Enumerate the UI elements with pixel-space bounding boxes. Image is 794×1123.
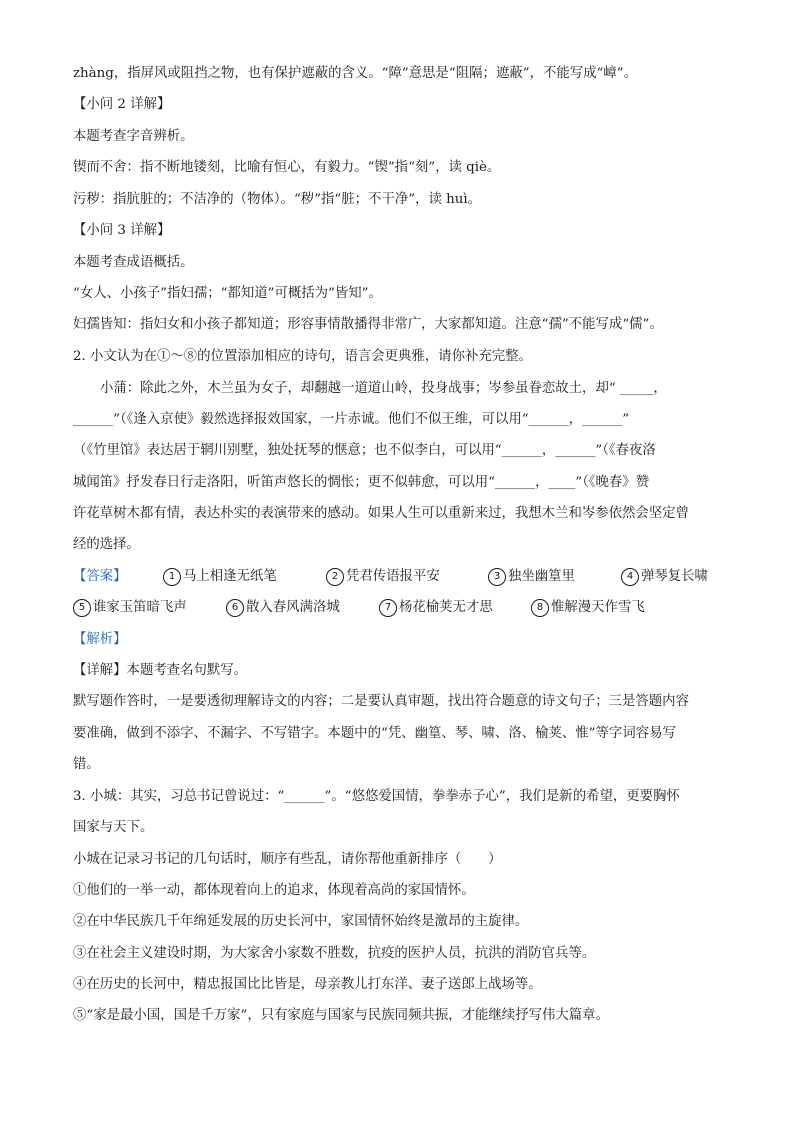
answer-item-3: 3 独坐幽篁里 bbox=[488, 567, 575, 587]
question-3-option: ①他们的一举一动，都体现着向上的追求，体现着高尚的家国情怀。 bbox=[73, 883, 475, 898]
question-3-prompt: 3. 小城：其实，习总书记曾说过：“______”。“悠悠爱国情，拳拳赤子心”，我们是新的希望，更要胸怀 bbox=[73, 789, 680, 804]
explanation-line: 锲而不舍：指不断地镂刻，比喻有恒心，有毅力。“锲”指“刻”，读 qiè。 bbox=[73, 160, 501, 175]
question-3-prompt: 国家与天下。 bbox=[73, 820, 154, 835]
answer-item-2: 2 凭君传语报平安 bbox=[326, 567, 440, 587]
analysis-line: 错。 bbox=[73, 757, 100, 772]
explanation-line: “女人、小孩子”指妇孺；“都知道”可概括为“皆知”。 bbox=[73, 286, 382, 301]
answer-item-7: 7 杨花榆荚无才思 bbox=[379, 598, 493, 618]
question-2-passage-line: 小蒲：除此之外，木兰虽为女子，却翻越一道道山岭，投身战事；岑参虽眷恋故土，却“ _____， bbox=[100, 381, 667, 396]
analysis-line: 默写题作答时，一是要透彻理解诗文的内容；二是要认真审题，找出符合题意的诗文句子；三是答题内容 bbox=[73, 694, 689, 709]
sub-question-2-heading: 【小问 2 详解】 bbox=[73, 97, 171, 112]
question-3-option: ③在社会主义建设时期，为大家舍小家数不胜数，抗疫的医护人员，抗洪的消防官兵等。 bbox=[73, 946, 596, 961]
question-2-passage-line: 经的选择。 bbox=[73, 537, 140, 552]
answer-label: 【答案】 bbox=[73, 569, 127, 584]
question-3-option: ④在历史的长河中，精忠报国比比皆是，母亲教儿打东洋、妻子送郎上战场等。 bbox=[73, 977, 542, 992]
sub-question-3-heading: 【小问 3 详解】 bbox=[73, 223, 171, 238]
explanation-line: 妇孺皆知：指妇女和小孩子都知道；形容事情散播得非常广，大家都知道。注意“孺”不能写成“儒”。 bbox=[73, 317, 663, 332]
answer-item-4: 4 弹琴复长啸 bbox=[621, 567, 708, 587]
explanation-line: 污秽：指肮脏的；不洁净的（物体）。“秽”指“脏；不干净”，读 huì。 bbox=[73, 192, 482, 207]
question-3-instruction: 小城在记录习书记的几句话时，顺序有些乱，请你帮他重新排序（ ） bbox=[73, 852, 502, 867]
answer-item-6: 6 散入春风满洛城 bbox=[226, 598, 340, 618]
answer-item-5: 5 谁家玉笛暗飞声 bbox=[73, 598, 187, 618]
question-3-option: ⑤“家是最小国，国是千万家”，只有家庭与国家与民族同频共振，才能继续抒写伟大篇章。 bbox=[73, 1008, 609, 1023]
question-2-prompt: 2. 小文认为在①～⑧的位置添加相应的诗句，语言会更典雅，请你补充完整。 bbox=[73, 349, 532, 364]
explanation-line: 本题考查成语概括。 bbox=[73, 255, 194, 270]
question-2-passage-line: 许花草树木都有情，表达朴实的表演带来的感动。如果人生可以重新来过，我想木兰和岑参依然会坚定曾 bbox=[73, 506, 689, 521]
question-3-option: ②在中华民族几千年绵延发展的历史长河中，家国情怀始终是激昂的主旋律。 bbox=[73, 914, 529, 929]
explanation-line: 本题考查字音辨析。 bbox=[73, 129, 194, 144]
analysis-line: 【详解】本题考查名句默写。 bbox=[73, 663, 248, 678]
analysis-line: 要准确，做到不添字、不漏字、不写错字。本题中的“凭、幽篁、琴、啸、洛、榆荚、惟”等字词容易写 bbox=[73, 726, 676, 741]
question-2-passage-line: 城闻笛》抒发春日行走洛阳，听笛声悠长的惆怅；更不似韩愈，可以用“______，____”（《晚春》赞 bbox=[73, 475, 650, 490]
question-2-passage-line: （《竹里馆》表达居于辋川别墅，独处抚琴的惬意；也不似李白，可以用“______，______”（《春夜洛 bbox=[73, 443, 656, 458]
question-2-passage-line: ______”（《逢入京使》毅然选择报效国家，一片赤诚。他们不似王维，可以用“______，______” bbox=[73, 412, 630, 427]
analysis-label: 【解析】 bbox=[73, 632, 127, 647]
answer-item-8: 8 惟解漫天作雪飞 bbox=[531, 598, 645, 618]
explanation-line: zhàng，指屏风或阻挡之物，也有保护遮蔽的含义。“障”意思是“阻隔；遮蔽”，不能写成“嶂”。 bbox=[73, 66, 637, 81]
answer-item-1: 1 马上相逢无纸笔 bbox=[163, 567, 277, 587]
